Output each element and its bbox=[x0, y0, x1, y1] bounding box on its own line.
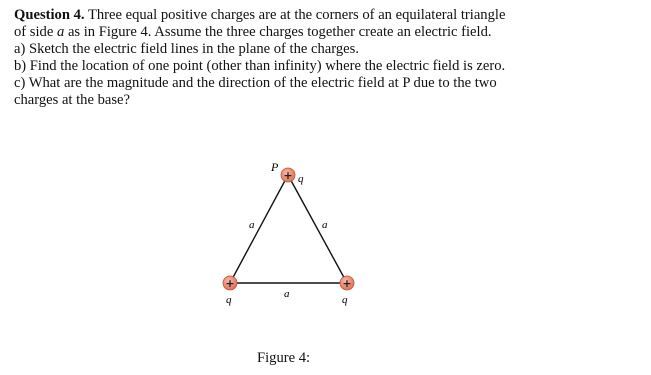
figure-4 bbox=[200, 158, 380, 318]
question-heading: Question 4. bbox=[14, 7, 85, 23]
question-part-b: b) Find the location of one point (other than infinity) where the electric field is zero. bbox=[14, 58, 506, 74]
triangle-diagram bbox=[200, 158, 380, 318]
charge-left-sign: + bbox=[225, 277, 235, 290]
side-bottom-label: a bbox=[284, 288, 290, 300]
side-right-label: a bbox=[322, 219, 328, 231]
charge-left-label: q bbox=[226, 294, 232, 306]
triangle-side-right bbox=[288, 175, 347, 283]
question-part-a: a) Sketch the electric field lines in the plane of the charges. bbox=[14, 41, 359, 57]
question-part-c: c) What are the magnitude and the direction of the electric field at P due to the two bbox=[14, 75, 497, 91]
side-variable: a bbox=[56, 24, 65, 40]
side-left-label: a bbox=[249, 219, 255, 231]
question-line-2 bbox=[14, 24, 644, 41]
point-p-label: P bbox=[271, 160, 279, 174]
question-line-1 bbox=[14, 7, 644, 24]
question-text bbox=[14, 7, 644, 109]
question-line-2-post: as in Figure 4. Assume the three charges together create an electric field. bbox=[67, 24, 492, 40]
charge-right-sign: + bbox=[342, 277, 352, 290]
question-part-c-continued: charges at the base? bbox=[14, 92, 131, 108]
question-intro: Three equal positive charges are at the corners of an equilateral triangle bbox=[87, 7, 506, 23]
charge-top-label: q bbox=[298, 173, 304, 185]
triangle-side-left bbox=[230, 175, 288, 283]
charge-right-label: q bbox=[342, 294, 348, 306]
charge-top-sign: + bbox=[283, 169, 293, 182]
figure-caption: Figure 4: bbox=[257, 350, 311, 366]
question-line-2-pre: of side bbox=[14, 24, 54, 40]
